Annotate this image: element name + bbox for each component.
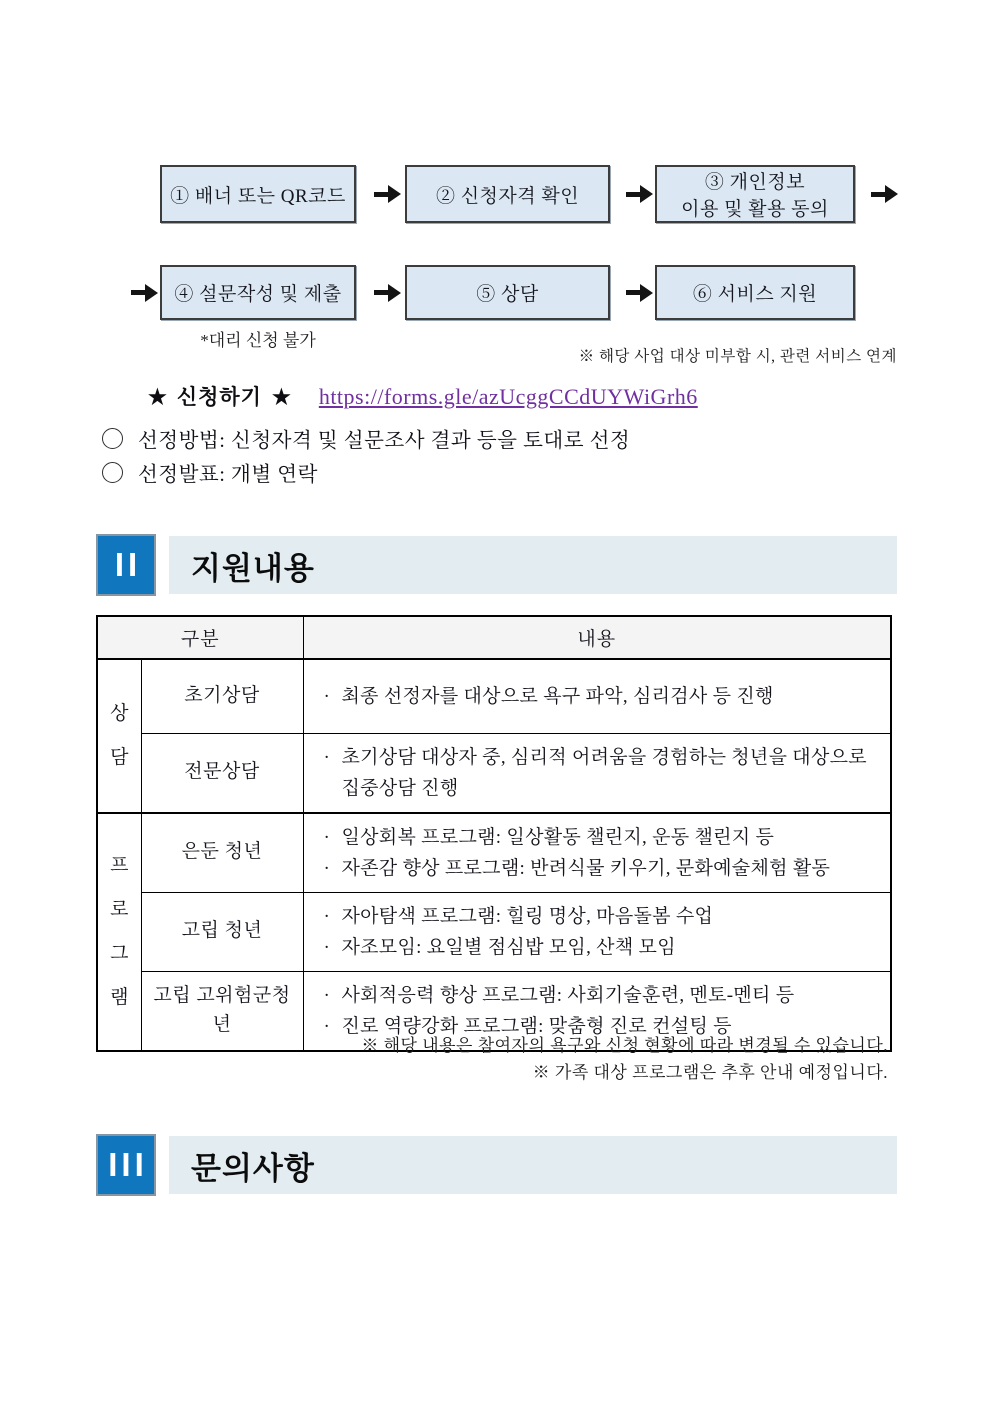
flow-step-6-label: ⑥ 서비스 지원 (692, 284, 818, 305)
arrow-right-icon (871, 192, 885, 197)
section-inquiry-header (96, 1133, 897, 1197)
proxy-application-note: *대리 신청 불가 (200, 331, 316, 350)
section-support-header (96, 533, 897, 597)
flow-step-5-label: ⑤ 상담 (476, 284, 539, 305)
flow-arrow-cell (610, 265, 655, 320)
section-title: 지원내용 (191, 550, 315, 586)
flow-step-1-box (160, 165, 356, 223)
flow-spacer (115, 165, 160, 223)
column-header-category: 구분 (97, 616, 303, 659)
flow-arrow-cell (115, 265, 160, 320)
table-row (97, 659, 891, 733)
apply-link-line (148, 381, 698, 411)
content-text: 초기상담 대상자 중, 심리적 어려움을 경험하는 청년을 대상으로 집중상담 진행 (341, 746, 867, 799)
flow-step-4-box (160, 265, 356, 320)
content-cell (303, 733, 891, 813)
support-content-table (96, 615, 890, 1052)
content-text: 일상회복 프로그램: 일상활동 챌린지, 운동 챌린지 등 (341, 826, 775, 848)
middle-dot-icon: · (323, 936, 331, 958)
content-item (318, 853, 881, 884)
content-text: 진로 역량강화 프로그램: 맞춤형 진로 컨설팅 등 (341, 1015, 732, 1037)
empty-circle-icon (102, 462, 123, 483)
middle-dot-icon: · (323, 905, 331, 927)
flow-step-2-box (405, 165, 610, 223)
content-item (318, 742, 881, 804)
content-item (318, 681, 881, 712)
content-cell (303, 659, 891, 733)
star-icon: ★ (271, 385, 291, 409)
flow-arrow-cell (356, 265, 405, 320)
content-item (318, 980, 881, 1011)
table-row (97, 892, 891, 971)
middle-dot-icon: · (323, 746, 331, 768)
section-title-bar (169, 536, 897, 594)
table-row (97, 813, 891, 893)
section-title: 문의사항 (191, 1150, 315, 1186)
flow-arrow-cell (610, 165, 655, 223)
group-cell-counseling (97, 659, 141, 813)
list-item (102, 421, 630, 455)
middle-dot-icon: · (323, 685, 331, 707)
arrow-right-icon (131, 290, 145, 295)
application-flowchart (115, 165, 900, 350)
arrow-right-icon (626, 192, 640, 197)
content-text: 자조모임: 요일별 점심밥 모임, 산책 모임 (341, 936, 676, 958)
arrow-right-icon (374, 192, 388, 197)
content-item (318, 932, 881, 963)
selection-method-text: 선정방법: 신청자격 및 설문조사 결과 등을 토대로 선정 (138, 430, 631, 452)
category-cell: 은둔 청년 (141, 813, 303, 893)
middle-dot-icon: · (323, 857, 331, 879)
category-cell: 초기상담 (141, 659, 303, 733)
table-row (97, 733, 891, 813)
category-cell: 고립 청년 (141, 892, 303, 971)
empty-circle-icon (102, 428, 123, 449)
flow-step-2-label: ② 신청자격 확인 (435, 185, 580, 207)
flow-arrow-cell (855, 165, 900, 223)
flow-step-1-label: ① 배너 또는 QR코드 (170, 185, 346, 207)
content-cell (303, 813, 891, 893)
middle-dot-icon: · (323, 826, 331, 848)
table-footnotes (96, 1032, 888, 1086)
flow-step-3-label-line1: ③ 개인정보 (704, 172, 806, 193)
selection-info-list (102, 421, 630, 489)
flow-step-4-label: ④ 설문작성 및 제출 (174, 284, 342, 305)
section-number-badge: III (96, 1134, 156, 1196)
middle-dot-icon: · (323, 1015, 331, 1037)
selection-announce-text: 선정발표: 개별 연락 (138, 464, 318, 486)
category-cell: 전문상담 (141, 733, 303, 813)
group-cell-program (97, 813, 141, 1051)
section-title-bar (169, 1136, 897, 1194)
application-form-link[interactable]: https://forms.gle/azUcggCCdUYWiGrh6 (318, 384, 698, 409)
content-text: 최종 선정자를 대상으로 욕구 파악, 심리검사 등 진행 (341, 685, 774, 707)
flowchart-footnote: ※ 해당 사업 대상 미부합 시, 관련 서비스 연계 (578, 348, 897, 365)
content-text: 사회적응력 향상 프로그램: 사회기술훈련, 멘토-멘티 등 (341, 984, 795, 1006)
flow-step-5-box (405, 265, 610, 320)
content-item (318, 822, 881, 853)
flow-arrow-cell (356, 165, 405, 223)
group-label: 프로그램 (110, 854, 129, 1008)
table-footnote-2: ※ 가족 대상 프로그램은 추후 안내 예정입니다. (532, 1063, 888, 1082)
arrow-right-icon (374, 290, 388, 295)
flow-step-3-label-line2: 이용 및 활용 동의 (681, 199, 829, 220)
content-cell (303, 892, 891, 971)
group-label: 상담 (110, 702, 129, 768)
content-item (318, 901, 881, 932)
flow-step-3-box (655, 165, 855, 223)
flow-step-6-box (655, 265, 855, 320)
content-text: 자존감 향상 프로그램: 반려식물 키우기, 문화예술체험 활동 (341, 857, 831, 879)
content-text: 자아탐색 프로그램: 힐링 명상, 마음돌봄 수업 (341, 905, 714, 927)
table-footnote-1: ※ 해당 내용은 참여자의 욕구와 신청 현황에 따라 변경될 수 있습니다. (361, 1036, 888, 1055)
list-item (102, 455, 630, 489)
arrow-right-icon (626, 290, 640, 295)
section-number-badge: II (96, 534, 156, 596)
column-header-content: 내용 (303, 616, 891, 659)
apply-title: 신청하기 (176, 385, 262, 409)
middle-dot-icon: · (323, 984, 331, 1006)
table-header-row (97, 616, 891, 659)
category-cell: 고립 고위험군청년 (141, 971, 303, 1051)
star-icon: ★ (148, 385, 167, 409)
